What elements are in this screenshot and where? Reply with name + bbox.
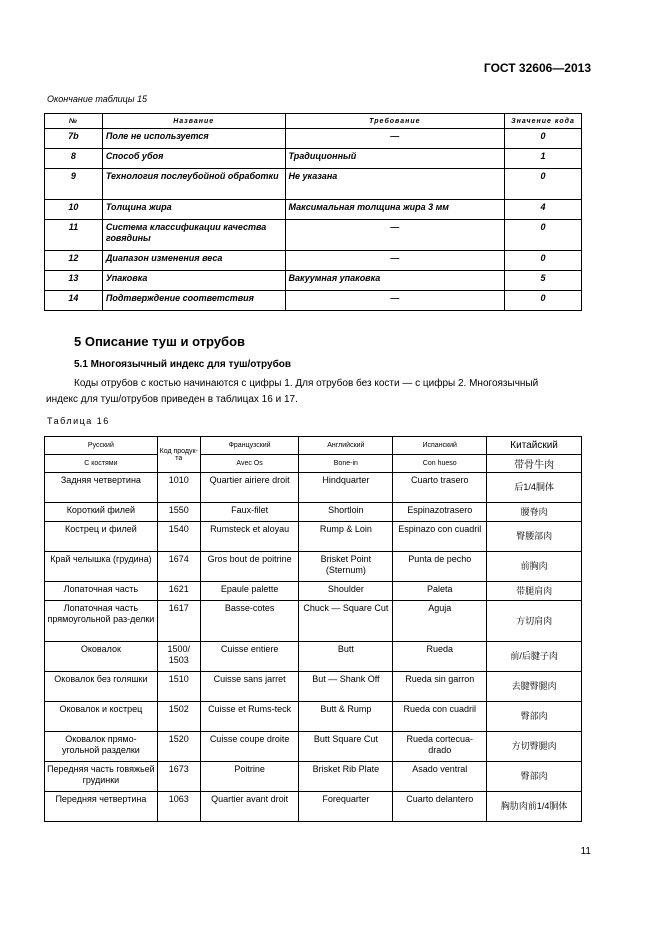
table-15 [44, 113, 582, 311]
cell-code: 0 [505, 251, 582, 271]
cell-russian: Передняя часть говяжьей грудинки [45, 762, 158, 792]
cell-chinese: 后1/4胴体 [487, 473, 582, 503]
cell-requirement: Не указана [285, 169, 505, 200]
page-number: 11 [580, 846, 591, 857]
cell-chinese: 腰脊肉 [487, 503, 582, 522]
col-header-chinese: Китайский [487, 437, 582, 455]
cell-russian: Оковалок и кострец [45, 702, 158, 732]
cell-french: Rumsteck et aloyau [200, 522, 299, 552]
cell-french: Cuisse et Rums-teck [200, 702, 299, 732]
cell-english: Butt Square Cut [299, 732, 393, 762]
cell-code: 1550 [157, 503, 200, 522]
subsection-title: 5.1 Многоязычный индекс для туш/отрубов [74, 359, 291, 370]
cell-english: Shoulder [299, 582, 393, 601]
cell-chinese: 带腿肩肉 [487, 582, 582, 601]
col-header-product-code: Код продук-та [157, 437, 200, 473]
subheader-chinese: 带骨牛肉 [487, 455, 582, 473]
cell-spanish: Punta de pecho [393, 552, 487, 582]
table-row [45, 473, 582, 503]
table-row [45, 129, 582, 149]
cell-french: Gros bout de poitrine [200, 552, 299, 582]
table15-caption: Окончание таблицы 15 [47, 94, 147, 104]
table-row [45, 601, 582, 642]
table-row [45, 200, 582, 220]
cell-requirement: — [285, 220, 505, 251]
cell-code: 1520 [157, 732, 200, 762]
subheader-french: Avec Os [200, 455, 299, 473]
cell-spanish: Rueda cortecua-drado [393, 732, 487, 762]
table-row [45, 503, 582, 522]
cell-requirement: — [285, 129, 505, 149]
cell-russian: Задняя четвертина [45, 473, 158, 503]
cell-english: Rump & Loin [299, 522, 393, 552]
table-row [45, 582, 582, 601]
table-16 [44, 436, 582, 822]
cell-code: 4 [505, 200, 582, 220]
cell-code: 1540 [157, 522, 200, 552]
cell-russian: Лопаточная часть прямоугольной раз-делки [45, 601, 158, 642]
cell-spanish: Espinazotrasero [393, 503, 487, 522]
cell-chinese: 前胸肉 [487, 552, 582, 582]
paragraph-line-1: Коды отрубов с костью начинаются с цифры 1. Для отрубов без кости — с цифры 2. Многоязычный [74, 378, 539, 389]
cell-code: 1673 [157, 762, 200, 792]
cell-chinese: 臀部肉 [487, 702, 582, 732]
cell-english: Chuck — Square Cut [299, 601, 393, 642]
table-row [45, 522, 582, 552]
cell-spanish: Rueda [393, 642, 487, 672]
cell-chinese: 去腱臀腿肉 [487, 672, 582, 702]
cell-french: Basse-cotes [200, 601, 299, 642]
cell-number: 12 [45, 251, 103, 271]
cell-english: Hindquarter [299, 473, 393, 503]
cell-spanish: Cuarto delantero [393, 792, 487, 822]
table-row [45, 762, 582, 792]
cell-french: Cuisse entiere [200, 642, 299, 672]
cell-spanish: Espinazo con cuadril [393, 522, 487, 552]
cell-russian: Оковалок [45, 642, 158, 672]
cell-russian: Лопаточная часть [45, 582, 158, 601]
cell-code: 0 [505, 291, 582, 311]
table-row [45, 251, 582, 271]
cell-code: 1063 [157, 792, 200, 822]
cell-code: 5 [505, 271, 582, 291]
cell-french: Faux-filet [200, 503, 299, 522]
cell-requirement: Традиционный [285, 149, 505, 169]
cell-code: 1500/ 1503 [157, 642, 200, 672]
cell-code: 1 [505, 149, 582, 169]
cell-chinese: 胸肋肉前1/4胴体 [487, 792, 582, 822]
cell-spanish: Rueda con cuadril [393, 702, 487, 732]
cell-code: 0 [505, 129, 582, 149]
col-header-number: № [45, 114, 103, 129]
col-header-russian: Русский [45, 437, 158, 455]
col-header-english: Английский [299, 437, 393, 455]
col-header-code-value: Значение кода [505, 114, 582, 129]
cell-chinese: 方切肩肉 [487, 601, 582, 642]
cell-french: Cuisse sans jarret [200, 672, 299, 702]
cell-chinese: 臀腰部肉 [487, 522, 582, 552]
cell-name: Поле не используется [102, 129, 285, 149]
cell-number: 13 [45, 271, 103, 291]
intro-paragraph [46, 376, 586, 408]
cell-russian: Оковалок прямо-угольной разделки [45, 732, 158, 762]
cell-spanish: Aguja [393, 601, 487, 642]
cell-name: Упаковка [102, 271, 285, 291]
cell-name: Толщина жира [102, 200, 285, 220]
document-code: ГОСТ 32606—2013 [483, 61, 591, 75]
cell-number: 8 [45, 149, 103, 169]
cell-name: Система классификации качества говядины [102, 220, 285, 251]
table-row [45, 702, 582, 732]
cell-code: 1621 [157, 582, 200, 601]
cell-russian: Кострец и филей [45, 522, 158, 552]
cell-code: 0 [505, 220, 582, 251]
cell-russian: Короткий филей [45, 503, 158, 522]
table-row [45, 169, 582, 200]
table-row [45, 220, 582, 251]
cell-english: Butt [299, 642, 393, 672]
col-header-requirement: Требование [285, 114, 505, 129]
col-header-name: Название [102, 114, 285, 129]
cell-name: Технология послеубойной обработки [102, 169, 285, 200]
table-row [45, 149, 582, 169]
cell-spanish: Asado ventral [393, 762, 487, 792]
cell-french: Epaule palette [200, 582, 299, 601]
cell-chinese: 方切臀腿肉 [487, 732, 582, 762]
subheader-spanish: Con hueso [393, 455, 487, 473]
cell-number: 11 [45, 220, 103, 251]
table-row [45, 642, 582, 672]
cell-english: Brisket Point (Sternum) [299, 552, 393, 582]
table-row [45, 672, 582, 702]
table-row [45, 792, 582, 822]
cell-spanish: Rueda sin garron [393, 672, 487, 702]
table16-caption: Таблица 16 [47, 416, 110, 426]
cell-code: 0 [505, 169, 582, 200]
cell-english: Butt & Rump [299, 702, 393, 732]
cell-name: Диапазон изменения веса [102, 251, 285, 271]
table-row [45, 291, 582, 311]
table-row [45, 552, 582, 582]
cell-code: 1510 [157, 672, 200, 702]
cell-french: Cuisse coupe droite [200, 732, 299, 762]
cell-name: Способ убоя [102, 149, 285, 169]
cell-russian: Передняя четвертина [45, 792, 158, 822]
cell-russian: Край челышка (грудина) [45, 552, 158, 582]
section-title: 5 Описание туш и отрубов [74, 334, 246, 349]
cell-french: Poitrine [200, 762, 299, 792]
table-row [45, 271, 582, 291]
col-header-french: Французский [200, 437, 299, 455]
cell-english: Brisket Rib Plate [299, 762, 393, 792]
cell-english: Forequarter [299, 792, 393, 822]
cell-chinese: 前/后腱子肉 [487, 642, 582, 672]
cell-spanish: Cuarto trasero [393, 473, 487, 503]
cell-code: 1617 [157, 601, 200, 642]
cell-number: 9 [45, 169, 103, 200]
cell-code: 1674 [157, 552, 200, 582]
cell-requirement: — [285, 291, 505, 311]
cell-code: 1502 [157, 702, 200, 732]
paragraph-line-2: индекс для туш/отрубов приведен в таблицах 16 и 17. [46, 394, 298, 405]
cell-requirement: Максимальная толщина жира 3 мм [285, 200, 505, 220]
table-row [45, 732, 582, 762]
cell-french: Quartier airiere droit [200, 473, 299, 503]
cell-french: Quartier avant droit [200, 792, 299, 822]
cell-code: 1010 [157, 473, 200, 503]
cell-english: But — Shank Off [299, 672, 393, 702]
cell-spanish: Paleta [393, 582, 487, 601]
cell-name: Подтверждение соответствия [102, 291, 285, 311]
subheader-english: Bone-in [299, 455, 393, 473]
cell-chinese: 臀部肉 [487, 762, 582, 792]
col-header-spanish: Испанский [393, 437, 487, 455]
cell-requirement: Вакуумная упаковка [285, 271, 505, 291]
cell-english: Shortloin [299, 503, 393, 522]
subheader-russian: С костями [45, 455, 158, 473]
cell-requirement: — [285, 251, 505, 271]
cell-number: 10 [45, 200, 103, 220]
cell-number: 14 [45, 291, 103, 311]
cell-number: 7b [45, 129, 103, 149]
cell-russian: Оковалок без голяшки [45, 672, 158, 702]
